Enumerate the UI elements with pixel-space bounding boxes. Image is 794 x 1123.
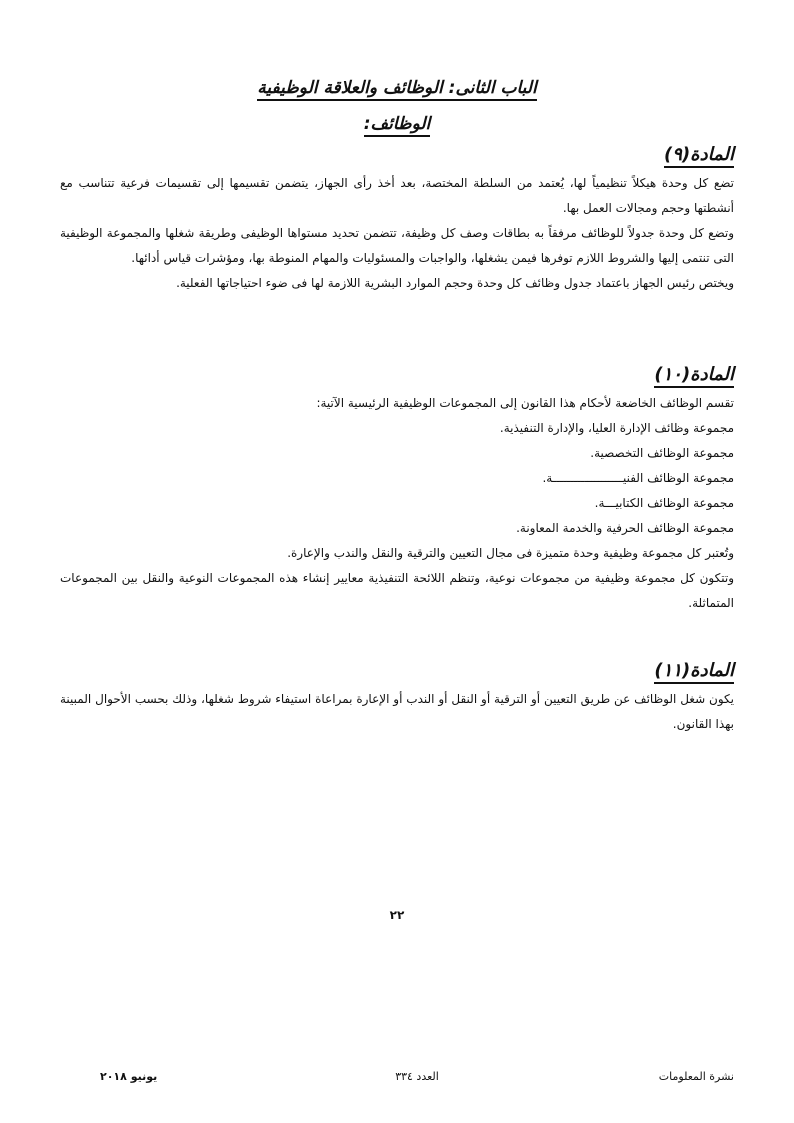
article-paragraph: وتُعتبر كل مجموعة وظيفية وحدة متميزة فى مجال التعيين والترقية والنقل والندب والإعارة. <box>287 546 734 560</box>
article-paragraph: وتضع كل وحدة جدولاً للوظائف مرفقاً به بطاقات وصف كل وظيفة، تتضمن تحديد مستواها الوظيفى وطريقة شغلها والمجموعة الوظيفية التى تنتمى إليها والشروط اللازم توفرها فيمن يشغلها، والواجبات والمسئوليات والمهام المنوطة بها، ومؤشرات قياس أدائها. <box>60 226 734 265</box>
article-heading: المادة(١٠) <box>60 364 734 385</box>
chapter-title <box>0 78 794 98</box>
list-item: مجموعة وظائف الإدارة العليا، والإدارة التنفيذية. <box>499 421 734 435</box>
list-item: مجموعة الوظائف الحرفية والخدمة المعاونة. <box>516 521 734 535</box>
article-11 <box>60 660 734 737</box>
article-paragraph: ويختص رئيس الجهاز باعتماد جدول وظائف كل وحدة وحجم الموارد البشرية اللازمة لها فى ضوء احتياجاتها الفعلية. <box>176 276 734 290</box>
list-item: مجموعة الوظائف الكتابيـــة. <box>594 496 734 510</box>
article-intro: تقسم الوظائف الخاضعة لأحكام هذا القانون إلى المجموعات الوظيفية الرئيسية الآتية: <box>316 396 734 410</box>
list-item: مجموعة الوظائف الفنيــــــــــــــــــــة. <box>542 471 734 485</box>
section-title <box>0 114 794 134</box>
section-title-text: الوظائف: <box>364 114 431 137</box>
page-number: ٢٢ <box>389 908 405 922</box>
chapter-title-text: الباب الثانى: الوظائف والعلاقة الوظيفية <box>257 78 536 101</box>
article-heading: المادة(١١) <box>60 660 734 681</box>
footer-publication: نشرة المعلومات <box>658 1070 734 1083</box>
footer-date: يونيو ٢٠١٨ <box>100 1070 158 1083</box>
article-heading: المادة(٩) <box>60 144 734 165</box>
page-footer <box>100 1070 734 1090</box>
article-paragraph: وتتكون كل مجموعة وظيفية من مجموعات نوعية، وتنظم اللائحة التنفيذية معايير إنشاء هذه المجموعات النوعية والنقل بين المجموعات المتماثلة. <box>60 571 734 610</box>
list-item: مجموعة الوظائف التخصصية. <box>590 446 734 460</box>
footer-issue: العدد ٣٣٤ <box>395 1070 439 1083</box>
article-paragraph: يكون شغل الوظائف عن طريق التعيين أو الترقية أو النقل أو الندب أو الإعارة بمراعاة استيفاء شروط شغلها، وذلك بحسب الأحوال المبينة بهذا القانون. <box>60 692 734 731</box>
article-paragraph: تضع كل وحدة هيكلاً تنظيمياً لها، يُعتمد من السلطة المختصة، بعد أخذ رأى الجهاز، يتضمن تقسيمها إلى تقسيمات فرعية تتناسب مع أنشطتها وحجم ومجالات العمل بها. <box>60 176 734 215</box>
article-10 <box>60 364 734 616</box>
article-9 <box>60 144 734 296</box>
